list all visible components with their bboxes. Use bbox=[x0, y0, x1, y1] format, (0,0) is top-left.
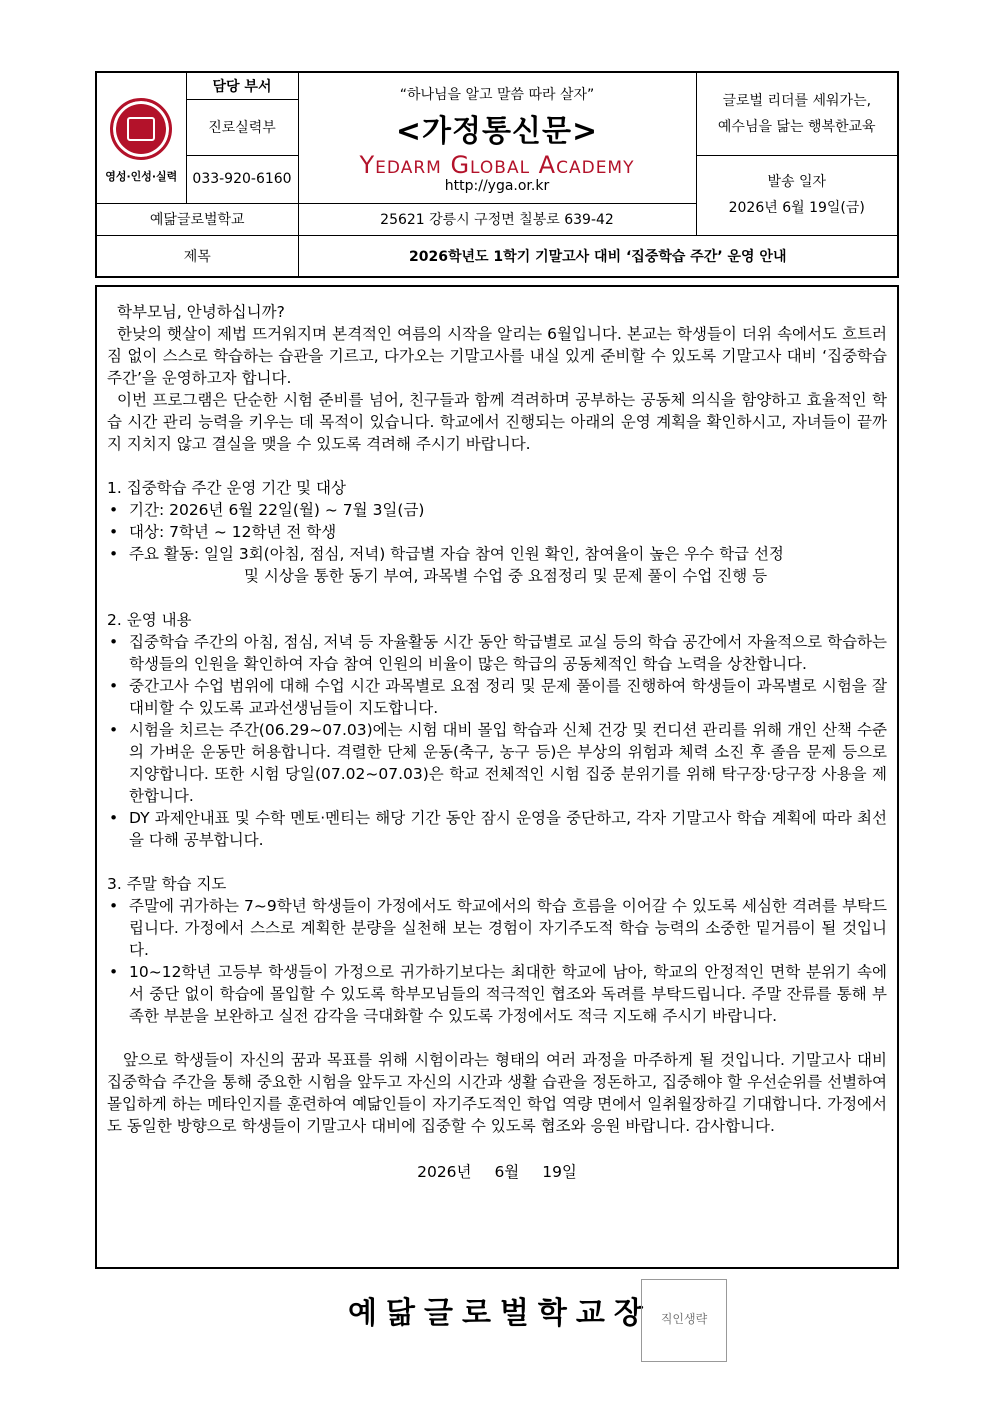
section-3-title: 3. 주말 학습 지도 bbox=[107, 875, 227, 893]
newsletter-title: <가정통신문> bbox=[395, 113, 599, 149]
section-2-list bbox=[107, 631, 887, 851]
list-item: • 주말에 귀가하는 7~9학년 학생들이 가정에서도 학교에서의 학습 흐름을 이어갈 수 있도록 세심한 격려를 부탁드립니다. 가정에서 스스로 계획한 분량을 실천해 보는 경험이 자기주도적 학습 능력의 소중한 밑거름이 될 것입니다. bbox=[107, 895, 887, 961]
list-item: • 10~12학년 고등부 학생들이 가정으로 귀가하기보다는 최대한 학교에 남아, 학교의 안정적인 면학 분위기 속에서 중단 없이 학습에 몰입할 수 있도록 학부모님들의 적극적인 협조와 독려를 부탁드립니다. 주말 잔류를 통해 부족한 부분을 보완하고 실전 감각을 극대화할 수 있도록 가정에서도 적극 지도해 주시기 바랍니다. bbox=[107, 961, 887, 1027]
letter-date: 2026년 6월 19일 bbox=[417, 1163, 577, 1181]
dept-label: 담당 부서 bbox=[186, 72, 298, 99]
principal-signature: 예닮글로벌학교장 bbox=[348, 1296, 652, 1331]
slogan-line-1: 글로벌 리더를 세워가는, bbox=[722, 92, 872, 109]
school-address: 25621 강릉시 구정면 칠봉로 639-42 bbox=[298, 203, 696, 235]
logo-cell bbox=[96, 72, 186, 203]
dept-name: 진로실력부 bbox=[186, 99, 298, 155]
letter-body bbox=[95, 285, 899, 1269]
school-seal-icon bbox=[110, 98, 172, 160]
academy-name: Yedarm Global Academy bbox=[359, 150, 635, 179]
activity-line-2: 및 시상을 통한 동기 부여, 과목별 수업 중 요점정리 및 문제 풀이 수업 진행 등 bbox=[244, 567, 768, 585]
logo-caption: 영성·인성·실력 bbox=[105, 169, 178, 183]
school-name: 예닮글로벌학교 bbox=[96, 203, 298, 235]
phone: 033-920-6160 bbox=[186, 155, 298, 203]
section-1-title: 1. 집중학습 주간 운영 기간 및 대상 bbox=[107, 479, 347, 497]
section-2-title: 2. 운영 내용 bbox=[107, 611, 192, 629]
list-item: • 집중학습 주간의 아침, 점심, 저녁 등 자율활동 시간 동안 학급별로 교실 등의 학습 공간에서 자율적으로 학습하는 학생들의 인원을 확인하여 자습 참여 인원의 비율이 많은 학급의 공동체적인 학습 노력을 상찬합니다. bbox=[107, 631, 887, 675]
section-3-list bbox=[107, 895, 887, 1027]
list-item: • DY 과제안내표 및 수학 멘토·멘티는 해당 기간 동안 잠시 운영을 중단하고, 각자 기말고사 학습 계획에 따라 최선을 다해 공부합니다. bbox=[107, 807, 887, 851]
closing-paragraph: 앞으로 학생들이 자신의 꿈과 목표를 위해 시험이라는 형태의 여러 과정을 마주하게 될 것입니다. 기말고사 대비 집중학습 주간을 통해 중요한 시험을 앞두고 자신의 시간과 생활 습관을 정돈하고, 집중해야 할 우선순위를 선별하여 몰입하게 하는 메타인지를 훈련하여 예닮인들이 자기주도적인 학업 역량 면에서 일취월장하길 기대합니다. 가정에서도 동일한 방향으로 학생들이 기말고사 대비에 집중할 수 있도록 협조와 응원 바랍니다. 감사합니다. bbox=[107, 1051, 887, 1135]
list-item: • 기간: 2026년 6월 22일(월) ~ 7월 3일(금) bbox=[107, 499, 887, 521]
subject-label: 제목 bbox=[96, 235, 298, 277]
activity-line-1: 주요 활동: 일일 3회(아침, 점심, 저녁) 학급별 자습 참여 인원 확인, 참여율이 높은 우수 학급 선정 bbox=[129, 545, 784, 563]
list-item: • 중간고사 수업 범위에 대해 수업 시간 과목별로 요점 정리 및 문제 풀이를 진행하여 학생들이 과목별로 시험을 잘 대비할 수 있도록 교과선생님들이 지도합니다. bbox=[107, 675, 887, 719]
slogan-line-2: 예수님을 닮는 행복한교육 bbox=[717, 118, 876, 135]
slogan bbox=[696, 72, 898, 155]
header-table bbox=[95, 71, 899, 278]
send-date bbox=[696, 155, 898, 235]
greeting: 학부모님, 안녕하십니까? bbox=[117, 303, 285, 321]
masthead bbox=[298, 72, 696, 203]
motto: “하나님을 알고 말씀 따라 살자” bbox=[399, 86, 595, 103]
list-item: • 대상: 7학년 ~ 12학년 전 학생 bbox=[107, 521, 887, 543]
send-date-label: 발송 일자 bbox=[767, 174, 827, 190]
intro-paragraph-2: 이번 프로그램은 단순한 시험 준비를 넘어, 친구들과 함께 격려하며 공부하는 공동체 의식을 함양하고 효율적인 학습 시간 관리 능력을 키우는 데 목적이 있습니다. 학교에서 진행되는 아래의 운영 계획을 확인하시고, 자녀들이 끝까지 지치지 않고 결실을 맺을 수 있도록 격려해 주시기 바랍니다. bbox=[107, 391, 887, 453]
list-item: • 시험을 치르는 주간(06.29~07.03)에는 시험 대비 몰입 학습과 신체 건강 및 컨디션 관리를 위해 개인 산책 수준의 가벼운 운동만 허용합니다. 격렬한 단체 운동(축구, 농구 등)은 부상의 위험과 체력 소진 후 졸음 문제 등으로 지양합니다. 또한 시험 당일(07.02~07.03)은 학교 전체적인 시험 집중 분위기를 위해 탁구장·당구장 사용을 제한합니다. bbox=[107, 719, 887, 807]
section-1-list bbox=[107, 499, 887, 587]
stamp-box bbox=[641, 1279, 727, 1362]
school-url: http://yga.or.kr bbox=[444, 177, 550, 194]
intro-paragraph-1: 한낮의 햇살이 제법 뜨거워지며 본격적인 여름의 시작을 알리는 6월입니다. 본교는 학생들이 더위 속에서도 흐트러짐 없이 스스로 학습하는 습관을 기르고, 다가오는 기말고사를 내실 있게 준비할 수 있도록 기말고사 대비 ‘집중학습 주간’을 운영하고자 합니다. bbox=[107, 325, 887, 387]
send-date-value: 2026년 6월 19일(금) bbox=[728, 200, 865, 216]
list-item bbox=[107, 543, 887, 587]
stamp-note: 직인생략 bbox=[660, 1312, 708, 1326]
subject-title: 2026학년도 1학기 기말고사 대비 ‘집중학습 주간’ 운영 안내 bbox=[298, 235, 898, 277]
